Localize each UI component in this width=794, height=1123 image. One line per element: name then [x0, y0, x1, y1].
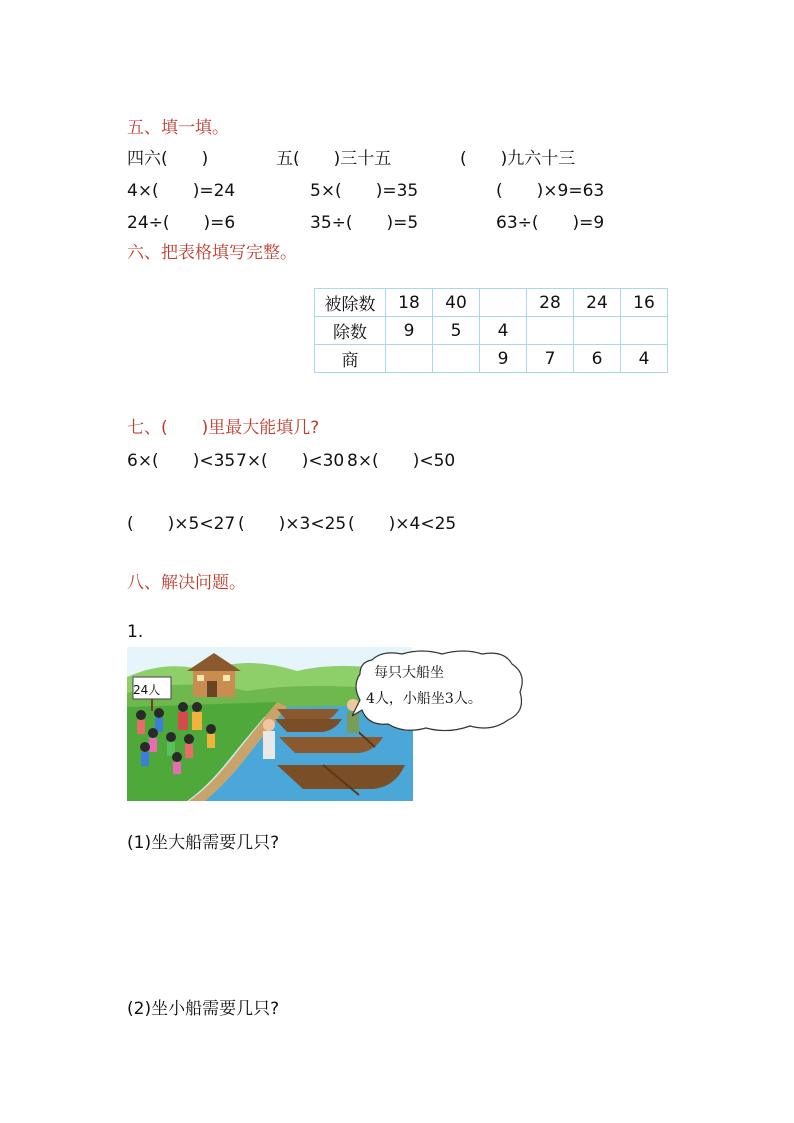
- inequality-item: ( )×5<27: [127, 514, 236, 534]
- question-1: (1)坐大船需要几只?: [127, 833, 280, 853]
- section8-title: 八、解决问题。: [127, 573, 246, 593]
- table-cell: [574, 317, 621, 345]
- fill-item: 63÷( )=9: [496, 213, 605, 233]
- table-cell: [621, 317, 668, 345]
- fill-item: 35÷( )=5: [310, 213, 419, 233]
- section6-title: 六、把表格填写完整。: [127, 243, 297, 263]
- section5-title: 五、填一填。: [127, 118, 229, 138]
- table-cell: [433, 345, 480, 373]
- table-cell: 16: [621, 289, 668, 317]
- table-cell: 4: [621, 345, 668, 373]
- table-cell: 6: [574, 345, 621, 373]
- sign-label: 24人: [133, 683, 161, 697]
- fill-item: 四六( ): [127, 149, 209, 169]
- problem-number: 1.: [127, 622, 144, 642]
- table-cell: [527, 317, 574, 345]
- section7-title: 七、( )里最大能填几?: [127, 418, 320, 438]
- table-row: [315, 317, 668, 345]
- table-cell: 被除数: [315, 289, 386, 317]
- fill-item: 五( )三十五: [276, 149, 392, 169]
- fill-item: ( )九六十三: [460, 149, 576, 169]
- table-cell: 40: [433, 289, 480, 317]
- bubble-line1: 每只大船坐: [374, 665, 444, 681]
- division-table: [314, 288, 668, 373]
- table-cell: 除数: [315, 317, 386, 345]
- inequality-item: 7×( )<30: [236, 451, 345, 471]
- bubble-line2: 4人，小船坐3人。: [366, 691, 482, 707]
- table-cell: 9: [480, 345, 527, 373]
- fill-item: 5×( )=35: [310, 181, 419, 201]
- table-cell: 5: [433, 317, 480, 345]
- table-row: [315, 345, 668, 373]
- table-cell: 18: [386, 289, 433, 317]
- table-cell: [386, 345, 433, 373]
- question-2: (2)坐小船需要几只?: [127, 999, 280, 1019]
- inequality-item: ( )×4<25: [348, 514, 457, 534]
- table-cell: 4: [480, 317, 527, 345]
- table-row: [315, 289, 668, 317]
- inequality-item: 6×( )<35: [127, 451, 236, 471]
- table-cell: 商: [315, 345, 386, 373]
- table-cell: [480, 289, 527, 317]
- table-cell: 9: [386, 317, 433, 345]
- table-cell: 24: [574, 289, 621, 317]
- inequality-item: 8×( )<50: [347, 451, 456, 471]
- fill-item: ( )×9=63: [496, 181, 605, 201]
- fill-item: 4×( )=24: [127, 181, 236, 201]
- fill-item: 24÷( )=6: [127, 213, 236, 233]
- inequality-item: ( )×3<25: [238, 514, 347, 534]
- table-cell: 7: [527, 345, 574, 373]
- table-cell: 28: [527, 289, 574, 317]
